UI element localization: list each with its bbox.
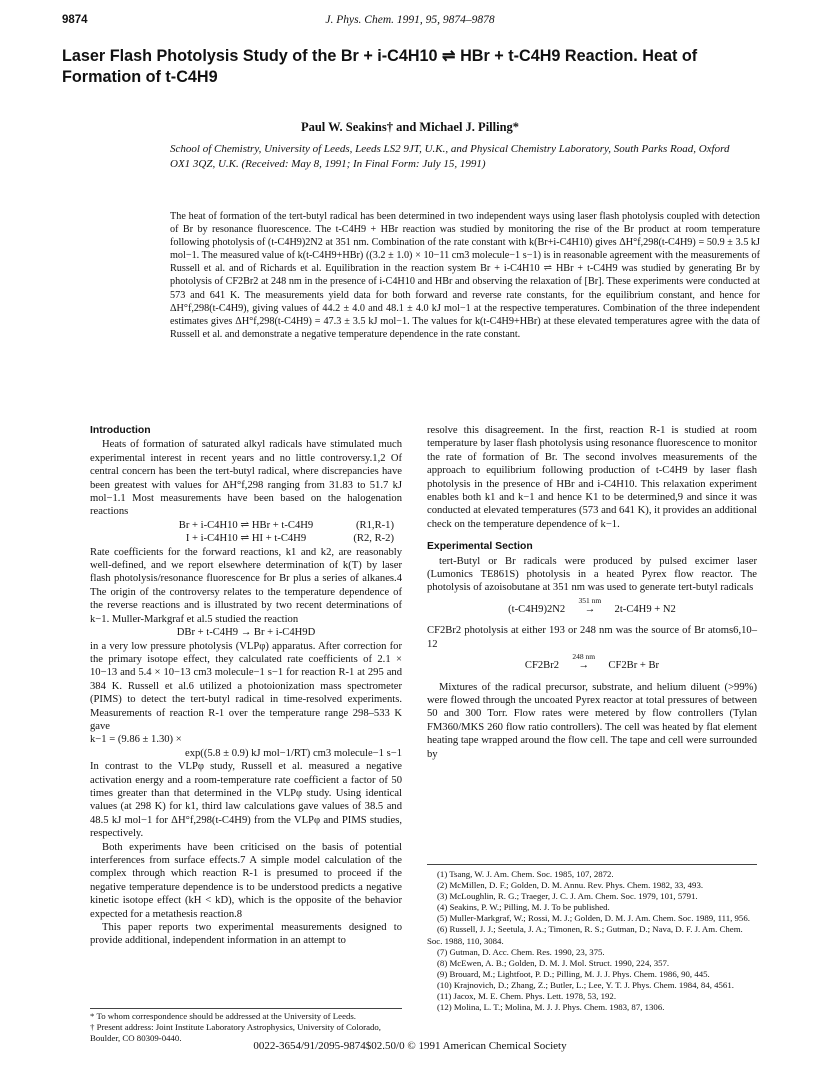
intro-paragraph: Heats of formation of saturated alkyl radicals have stimulated much experimental interest in recent years and no little controversy.1,2 Of central concern has been the tert-butyl radical, where discrepancies have been greatest with values for ΔH°f,298 ranging from 31.83 to 51.7 kJ mol−1.1 Most measurements have been based on the halogenation reactions (90, 439, 402, 518)
page-footer: 0022-3654/91/2095-9874$02.50/0 © 1991 American Chemical Society (253, 1040, 567, 1052)
equation-r1 (90, 519, 402, 532)
intro-paragraph: In contrast to the VLPφ study, Russell et al. measured a negative activation energy and a room-temperature rate coefficient a factor of 50 times greater than that determined in the VLPφ study. Using identical values (at 298 K) for k1, third law calculations gave values of 38.5 and 48.5 kJ mol−1 for ΔH°f,298(t-C4H9) from the VLPφ and PIMS studies, respectively. (90, 761, 402, 840)
equation-r2 (90, 532, 402, 545)
equation-text: I + i-C4H10 ⇌ HI + t-C4H9 (185, 533, 307, 545)
body-paragraph: Mixtures of the radical precursor, substrate, and helium diluent (>99%) were flowed through the uncoated Pyrex reactor at total pressures of between 50 and 300 Torr. Flow rates were metered by flow controllers (Tylan FM360/MKS 260 flow ratio controllers). The cell was heated by flat element heating tape wrapped around the flow cell. The tape and cell were surrounded by (427, 681, 757, 760)
reference-item: (9) Brouard, M.; Lightfoot, P. D.; Pilling, M. J. J. Phys. Chem. 1986, 90, 445. (437, 968, 710, 979)
author-affiliation: School of Chemistry, University of Leeds, Leeds LS2 9JT, U.K., and Physical Chemistry Laboratory, South Parks Road, Oxford OX1 3QZ, U.K. (Received: May 8, 1991; In Final Form: July 15, 1991) (170, 143, 730, 170)
equation-k-1b: exp((5.8 ± 0.9) kJ mol−1/RT) cm3 molecule−1 s−1 (185, 747, 402, 759)
equation-product: 2t-C4H9 + N2 (614, 603, 676, 615)
equation-text: Br + i-C4H10 ⇌ HBr + t-C4H9 (178, 519, 314, 531)
arrow-label: 351 nm (578, 595, 602, 605)
reference-item: (4) Seakins, P. W.; Pilling, M. J. To be published. (437, 902, 610, 913)
article-title: Laser Flash Photolysis Study of the Br + i-C4H10 ⇌ HBr + t-C4H9 Reaction. Heat of Formation of t-C4H9 (62, 47, 698, 86)
equation-azo (427, 595, 757, 616)
references-list (427, 864, 757, 1013)
introduction-heading: Introduction (90, 425, 151, 436)
body-paragraph: resolve this disagreement. In the first, reaction R-1 is studied at room temperature by laser flash photolysis using resonance fluorescence to monitor the rate of formation of Br. The second involves measurements of the approach to equilibrium following production of t-C4H9 by laser flash photolysis in the presence of HBr and i-C4H10. This relaxation experiment enables both k1 and k−1 and hence K1 to be determined,9 and since it was conducted at elevated temperatures (573 and 641 K), it provides an additional check on the temperature dependence of k−1. (427, 425, 757, 530)
reference-item: (3) McLoughlin, R. G.; Traeger, J. C. J. Am. Chem. Soc. 1979, 101, 5791. (437, 891, 698, 902)
equation-reactant: (t-C4H9)2N2 (508, 603, 566, 615)
footnote: * To whom correspondence should be addressed at the University of Leeds. (90, 1011, 356, 1021)
reference-item: (6) Russell, J. J.; Seetula, J. A.; Timonen, R. S.; Gutman, D.; Nava, D. F. J. Am. Chem. Soc. 1988, 110, 3084. (427, 924, 743, 946)
reference-item: (5) Muller-Markgraf, W.; Rossi, M. J.; Golden, D. M. J. Am. Chem. Soc. 1989, 111, 956. (437, 913, 750, 924)
body-paragraph: tert-Butyl or Br radicals were produced by pulsed excimer laser (Lumonics TE861S) photolysis in a heated Pyrex flow reactor. The photolysis of azoisobutane at 351 nm was used to generate tert-butyl radicals (427, 555, 757, 594)
footnote: † Present address: Joint Institute Laboratory Astrophysics, University of Colorado, Boulder, CO 80309-0440. (90, 1021, 381, 1043)
reference-item: (2) McMillen, D. F.; Golden, D. M. Annu. Rev. Phys. Chem. 1982, 33, 493. (437, 880, 704, 891)
left-column (90, 424, 402, 948)
reference-item: (12) Molina, L. T.; Molina, M. J. J. Phys. Chem. 1983, 87, 1306. (437, 1002, 665, 1013)
reference-item: (10) Krajnovich, D.; Zhang, Z.; Butler, L.; Lee, Y. T. J. Phys. Chem. 1984, 84, 4561. (437, 979, 734, 990)
equation-k-1a: k−1 = (9.86 ± 1.30) × (90, 734, 182, 746)
intro-paragraph: in a very low pressure photolysis (VLPφ) apparatus. After correction for the primary isotope effect, they calculated rate coefficients of 2.1 × 10−13 and 5.4 × 10−13 cm3 molecule−1 s−1 for reaction R-1 at 295 and 384 K. Russell et al.6 utilized a photoionization mass spectrometer (PIMS) to detect the tert-butyl radical in time-resolved experiments. Measurements of reaction R-1 over the temperature range 298–533 K gave (90, 640, 402, 732)
abstract: The heat of formation of the tert-butyl radical has been determined in two independent ways using laser flash photolysis coupled with detection of Br by resonance fluorescence. The t-C4H9 + HBr reaction was studied by monitoring the rise of the Br product at room temperature following photolysis of (t-C4H9)2N2 at 351 nm. Combination of the rate constant with k(Br+i-C4H10) gives ΔH°f,298(t-C4H9) = 50.9 ± 3.5 kJ mol−1. The measured value of k(t-C4H9+HBr) ((3.2 ± 1.0) × 10−11 cm3 molecule−1 s−1) is in reasonable agreement with the measurements of Russell et al. and of Richards et al. Equilibration in the reaction system Br + i-C4H10 ⇌ HBr + t-C4H9 was studied by generating Br by photolysis of CF2Br2 at 248 nm in the presence of i-C4H10 and HBr and observing the relaxation of [Br]. These experiments were conducted at 573 and 641 K. The measurements yield data for both forward and reverse rate constants, for the equilibrium constant, and hence for ΔH°f,298(t-C4H9), giving values of 44.2 ± 4.0 and 48.1 ± 4.0 kJ mol−1 at the respective temperatures. Combination of the three independent estimates gives ΔH°f,298(t-C4H9) = 47.3 ± 3.5 kJ mol−1. The values for k(t-C4H9+HBr) at these elevated temperatures agree with the data of Russell et al. and demonstrate a negative temperature dependence in the rate constant. (170, 211, 760, 340)
reference-item: (7) Gutman, D. Acc. Chem. Res. 1990, 23, 375. (437, 946, 605, 957)
equation-reactant: CF2Br2 (524, 660, 560, 672)
reference-item: (1) Tsang, W. J. Am. Chem. Soc. 1985, 107, 2872. (437, 869, 614, 879)
reference-item: (11) Jacox, M. E. Chem. Phys. Lett. 1978, 53, 192. (437, 991, 617, 1002)
intro-paragraph: Both experiments have been criticised on the basis of potential interferences from surface effects.7 A simple model calculation of the complex through which reaction R-1 is presumed to proceed if the negative temperature dependence is to be understood predicts a negative kinetic isotope effect (kH < kD), which is the opposite of the behavior expected for a metathesis reaction.8 (90, 841, 402, 920)
equation-label: (R2, R-2) (353, 533, 394, 545)
body-paragraph: CF2Br2 photolysis at either 193 or 248 nm was the source of Br atoms6,10–12 (427, 625, 757, 650)
equation-label: (R1,R-1) (356, 519, 394, 531)
reference-item: (8) McEwen, A. B.; Golden, D. M. J. Mol. Struct. 1990, 224, 357. (437, 957, 670, 968)
intro-paragraph: This paper reports two experimental measurements designed to provide additional, independent information in an attempt to (90, 922, 402, 947)
experimental-heading: Experimental Section (427, 541, 533, 553)
page-number: 9874 (62, 14, 88, 26)
footnotes (90, 1008, 402, 1043)
right-column (427, 424, 757, 761)
intro-paragraph: Rate coefficients for the forward reactions, k1 and k2, are reasonably well-defined, and we report elsewhere determination of k(T) by laser flash photolysis/resonance fluorescence for Br plus a series of alkanes.4 The origin of the controversy relates to the temperature dependence of the reverse reactions and is illustrated by two recent determinations of k−1. Muller-Markgraf et al.5 studied the reaction (90, 546, 402, 625)
article-authors: Paul W. Seakins† and Michael J. Pilling* (300, 120, 520, 134)
journal-citation: J. Phys. Chem. 1991, 95, 9874–9878 (325, 14, 495, 26)
equation-dbr: DBr + t-C4H9 → Br + i-C4H9D (176, 627, 316, 639)
reaction-arrow: 351 nm → (568, 603, 612, 616)
equation-product: CF2Br + Br (608, 660, 660, 672)
reaction-arrow: 248 nm → (562, 659, 606, 672)
arrow-label: 248 nm (572, 652, 596, 662)
equation-cf2br2 (427, 652, 757, 672)
